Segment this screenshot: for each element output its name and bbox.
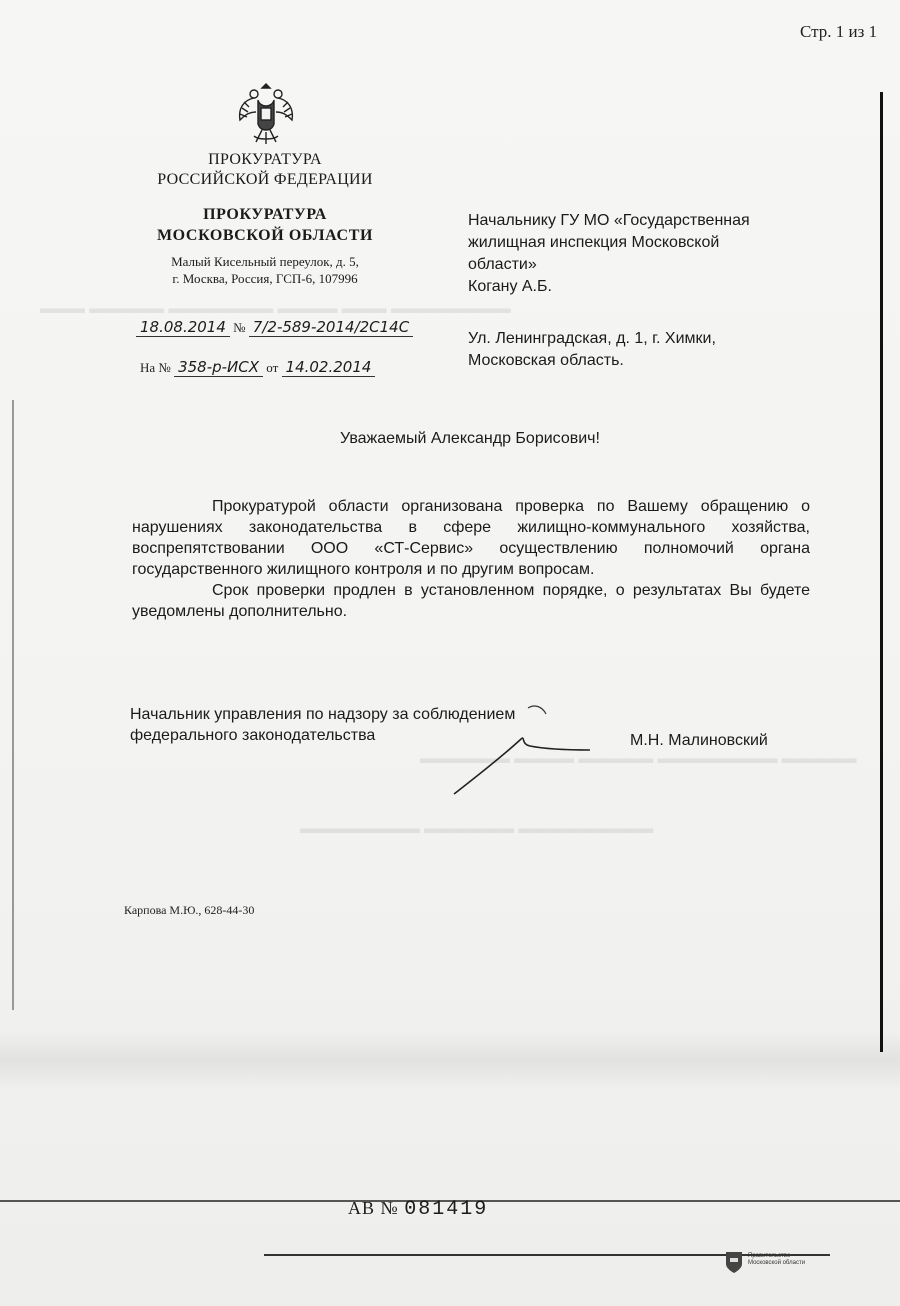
serial-prefix: АВ № — [348, 1198, 399, 1218]
org-line-bold: МОСКОВСКОЙ ОБЛАСТИ — [156, 227, 374, 244]
signatory-name: М.Н. Малиновский — [630, 732, 768, 749]
body-paragraph: Срок проверки продлен в установленном порядке, о результатах Вы будете уведомлены дополнительно. — [132, 582, 810, 620]
number-label: № — [233, 320, 246, 335]
moscow-region-coat-of-arms-icon — [724, 1250, 744, 1274]
bleed-through-text: ▬▬▬ ▬▬▬▬▬ ▬▬▬▬▬▬▬ ▬▬▬▬ ▬▬▬ ▬▬▬▬▬▬▬▬ — [40, 300, 511, 317]
body-paragraph: Прокуратурой области организована проверка по Вашему обращению о нарушениях законодательства в сфере жилищно-коммунального хозяйства, воспрепятствовании ООО «СТ-Сервис» осуществлению полномочий органа государственного жилищного контроля и по другим вопросам. — [132, 498, 810, 578]
serial-value: 081419 — [404, 1198, 489, 1221]
government-label — [748, 1253, 805, 1267]
government-label-line: Правительство — [748, 1253, 791, 1259]
salutation: Уважаемый Александр Борисович! — [340, 430, 600, 447]
bleed-through-text: ▬▬▬▬▬▬▬▬ ▬▬▬▬▬▬ ▬▬▬▬▬▬▬▬▬ — [300, 820, 654, 837]
org-line: РОССИЙСКОЙ ФЕДЕРАЦИИ — [157, 171, 373, 188]
bleed-through-text: ▬▬▬▬▬▬ ▬▬▬▬ ▬▬▬▬▬ ▬▬▬▬▬▬▬▬ ▬▬▬▬▬ — [420, 750, 857, 767]
org-line-bold: ПРОКУРАТУРА — [203, 206, 327, 223]
paper-fold-shadow — [0, 1030, 900, 1090]
outgoing-reference — [136, 318, 413, 337]
addressee-line: Начальнику ГУ МО «Государственная — [468, 212, 750, 229]
incoming-number: 358-р-ИСХ — [174, 358, 263, 377]
addressee-name: Когану А.Б. — [468, 278, 552, 295]
incoming-date: 14.02.2014 — [282, 358, 376, 377]
form-serial-number — [348, 1198, 488, 1221]
signatory-title-line: федерального законодательства — [130, 727, 376, 744]
outgoing-date: 18.08.2014 — [136, 318, 230, 337]
addressee-address — [468, 328, 828, 372]
government-label-line: Московской области — [748, 1260, 806, 1266]
addressee-block — [468, 210, 828, 298]
addressee-line: области» — [468, 256, 537, 273]
address-line: Московская область. — [468, 352, 624, 369]
outgoing-number: 7/2-589-2014/2С14С — [249, 318, 413, 337]
address-line: Ул. Ленинградская, д. 1, г. Химки, — [468, 330, 716, 347]
page-edge-line — [880, 92, 883, 1052]
organization-header — [100, 150, 430, 287]
incoming-reference — [140, 358, 375, 377]
page-edge-line-left — [12, 400, 14, 1010]
executor-contact: Карпова М.Ю., 628-44-30 — [124, 903, 255, 917]
from-label: от — [266, 360, 279, 375]
footer-rule — [264, 1254, 830, 1256]
org-address: Малый Кисельный переулок, д. 5, — [171, 254, 359, 269]
signatory-title-line: Начальник управления по надзору за соблюдением — [130, 706, 516, 723]
letter-body — [132, 496, 810, 622]
page-counter: Стр. 1 из 1 — [800, 22, 878, 41]
addressee-line: жилищная инспекция Московской — [468, 234, 720, 251]
org-address: г. Москва, Россия, ГСП-6, 107996 — [172, 271, 358, 286]
org-line: ПРОКУРАТУРА — [208, 151, 322, 168]
on-number-label: На № — [140, 360, 171, 375]
double-headed-eagle-icon — [234, 78, 298, 150]
